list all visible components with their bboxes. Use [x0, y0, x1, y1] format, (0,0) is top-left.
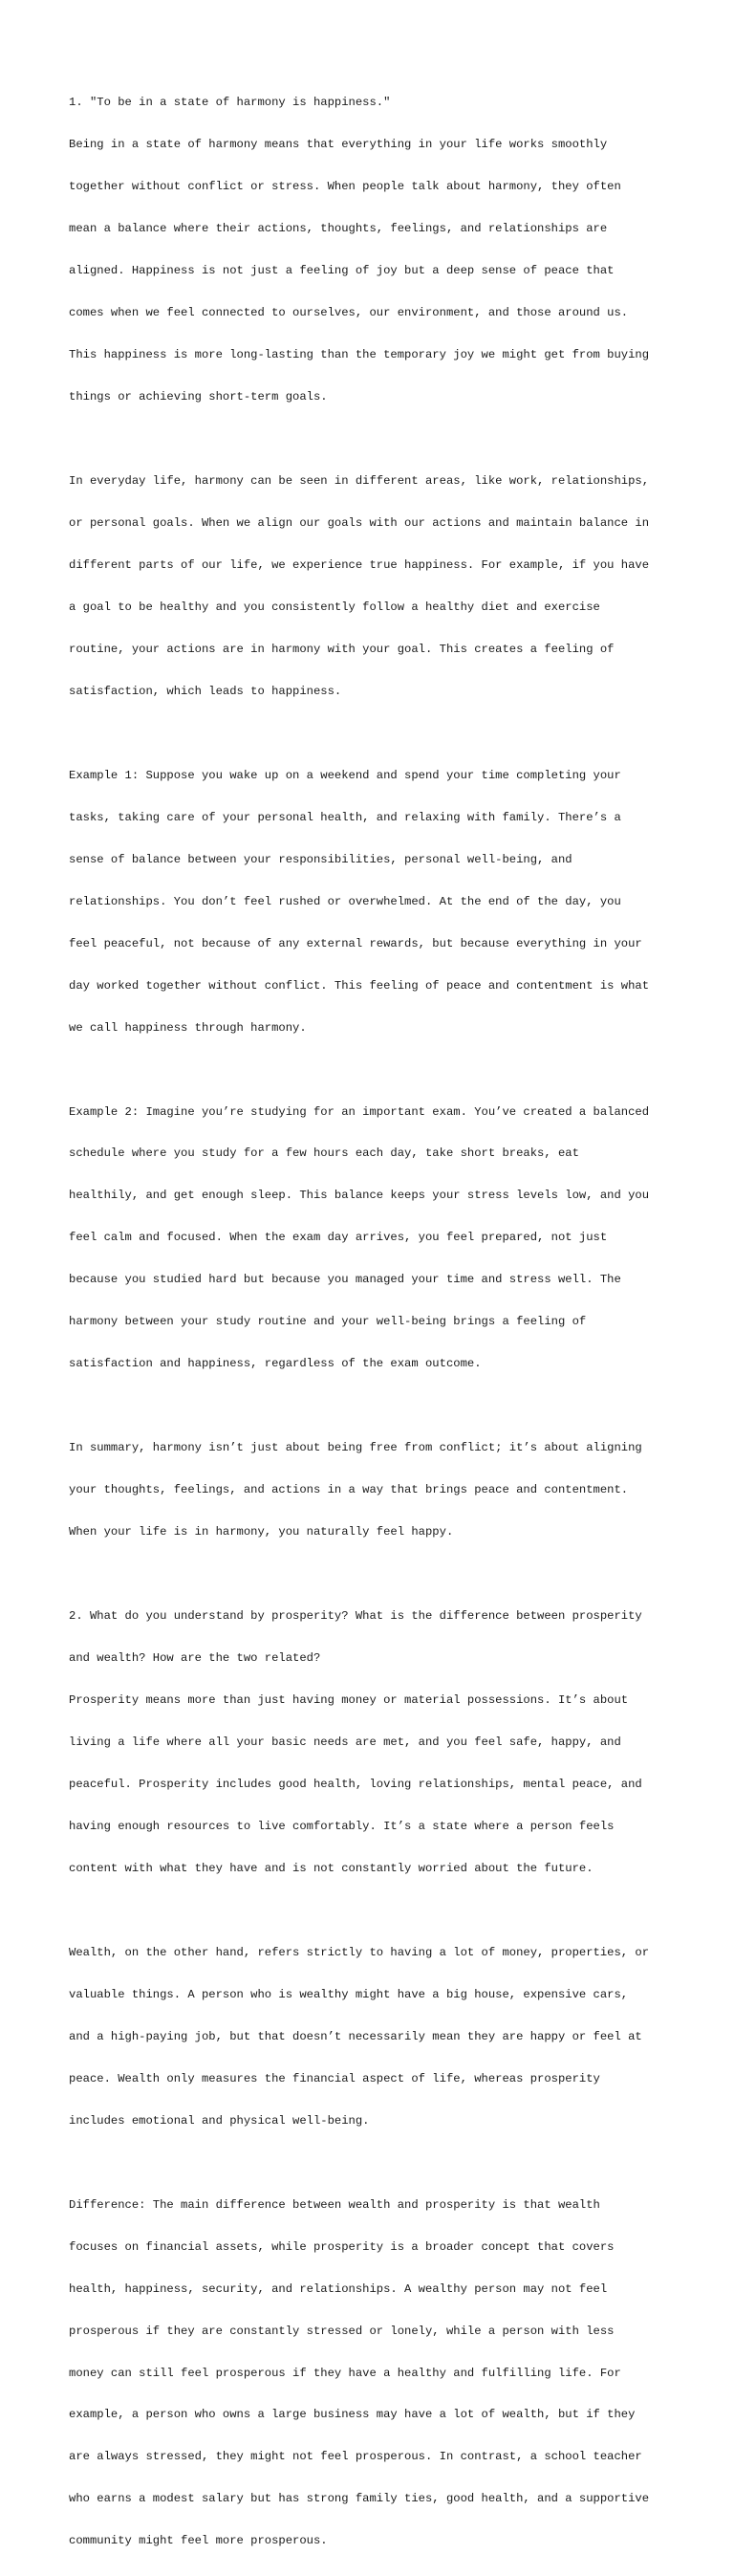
paragraph-everyday-life	[69, 447, 696, 727]
text-line: includes emotional and physical well-being.	[69, 2113, 370, 2128]
paragraph-difference	[69, 2170, 696, 2576]
text-line: different parts of our life, we experience true happiness. For example, if you have	[69, 557, 650, 572]
question-1-heading: 1. "To be in a state of harmony is happiness."	[69, 96, 391, 110]
text-line: harmony between your study routine and your well-being brings a feeling of	[69, 1315, 587, 1329]
text-line: having enough resources to live comfortably. It’s a state where a person feels	[69, 1819, 615, 1833]
question-2-heading-cont: and wealth? How are the two related?	[69, 1651, 321, 1666]
text-line: peace. Wealth only measures the financial aspect of life, whereas prosperity	[69, 2071, 600, 2085]
text-line: we call happiness through harmony.	[69, 1020, 307, 1035]
text-line: Being in a state of harmony means that everything in your life works smoothly	[69, 138, 608, 152]
text-line: peaceful. Prosperity includes good health, loving relationships, mental peace, and	[69, 1777, 642, 1791]
text-line: focuses on financial assets, while prosperity is a broader concept that covers	[69, 2239, 615, 2254]
text-line: together without conflict or stress. When people talk about harmony, they often	[69, 180, 621, 194]
text-line: feel calm and focused. When the exam day arrives, you feel prepared, not just	[69, 1231, 608, 1245]
paragraph-summary	[69, 1413, 696, 1567]
paragraph-example-2	[69, 1077, 696, 1399]
text-line: community might feel more prosperous.	[69, 2534, 328, 2548]
paragraph-example-1	[69, 740, 696, 1062]
text-line: healthily, and get enough sleep. This balance keeps your stress levels low, and you	[69, 1189, 650, 1203]
question-2-heading: 2. What do you understand by prosperity? What is the difference between prosperity	[69, 1609, 642, 1624]
text-line: satisfaction and happiness, regardless of the exam outcome.	[69, 1357, 482, 1371]
text-line: feel peaceful, not because of any external rewards, but because everything in your	[69, 936, 642, 950]
paragraph-harmony-intro	[69, 68, 696, 432]
paragraph-prosperity-intro	[69, 1582, 696, 1904]
text-line: routine, your actions are in harmony with your goal. This creates a feeling of	[69, 642, 615, 656]
text-line: prosperous if they are constantly stressed or lonely, while a person with less	[69, 2324, 615, 2338]
text-line: comes when we feel connected to ourselves, our environment, and those around us.	[69, 306, 629, 320]
text-line: example, a person who owns a large business may have a lot of wealth, but if they	[69, 2408, 636, 2422]
text-line: mean a balance where their actions, thoughts, feelings, and relationships are	[69, 222, 608, 236]
text-line: relationships. You don’t feel rushed or overwhelmed. At the end of the day, you	[69, 894, 621, 908]
text-line: This happiness is more long-lasting than the temporary joy we might get from buying	[69, 348, 650, 362]
text-line: who earns a modest salary but has strong family ties, good health, and a supportive	[69, 2492, 650, 2506]
text-line: When your life is in harmony, you naturally feel happy.	[69, 1525, 454, 1539]
text-line: and a high-paying job, but that doesn’t necessarily mean they are happy or feel at	[69, 2029, 642, 2043]
text-line: health, happiness, security, and relationships. A wealthy person may not feel	[69, 2281, 608, 2296]
text-line: are always stressed, they might not feel prosperous. In contrast, a school teacher	[69, 2450, 642, 2464]
text-line: Example 1: Suppose you wake up on a weekend and spend your time completing your	[69, 768, 621, 782]
text-line: In everyday life, harmony can be seen in different areas, like work, relationships,	[69, 474, 650, 489]
text-line: living a life where all your basic needs are met, and you feel safe, happy, and	[69, 1736, 621, 1750]
text-line: schedule where you study for a few hours each day, take short breaks, eat	[69, 1146, 579, 1161]
text-line: Prosperity means more than just having money or material possessions. It’s about	[69, 1693, 629, 1708]
text-line: money can still feel prosperous if they have a healthy and fulfilling life. For	[69, 2366, 621, 2380]
text-line: In summary, harmony isn’t just about being free from conflict; it’s about aligning	[69, 1441, 642, 1455]
text-line: day worked together without conflict. This feeling of peace and contentment is what	[69, 978, 650, 993]
text-line: sense of balance between your responsibilities, personal well-being, and	[69, 852, 572, 866]
paragraph-wealth	[69, 1918, 696, 2156]
text-line: Example 2: Imagine you’re studying for an important exam. You’ve created a balanced	[69, 1104, 650, 1119]
text-line: things or achieving short-term goals.	[69, 390, 328, 404]
text-line: or personal goals. When we align our goals with our actions and maintain balance in	[69, 515, 650, 530]
text-line: your thoughts, feelings, and actions in a way that brings peace and contentment.	[69, 1483, 629, 1497]
text-line: valuable things. A person who is wealthy might have a big house, expensive cars,	[69, 1987, 629, 2001]
text-line: Wealth, on the other hand, refers strictly to having a lot of money, properties, or	[69, 1945, 650, 1959]
text-line: Difference: The main difference between wealth and prosperity is that wealth	[69, 2197, 600, 2212]
text-line: aligned. Happiness is not just a feeling of joy but a deep sense of peace that	[69, 264, 615, 278]
text-line: because you studied hard but because you managed your time and stress well. The	[69, 1273, 621, 1287]
text-line: a goal to be healthy and you consistently follow a healthy diet and exercise	[69, 600, 600, 614]
text-line: satisfaction, which leads to happiness.	[69, 684, 342, 698]
text-line: tasks, taking care of your personal health, and relaxing with family. There’s a	[69, 810, 621, 824]
text-line: content with what they have and is not constantly worried about the future.	[69, 1861, 594, 1875]
